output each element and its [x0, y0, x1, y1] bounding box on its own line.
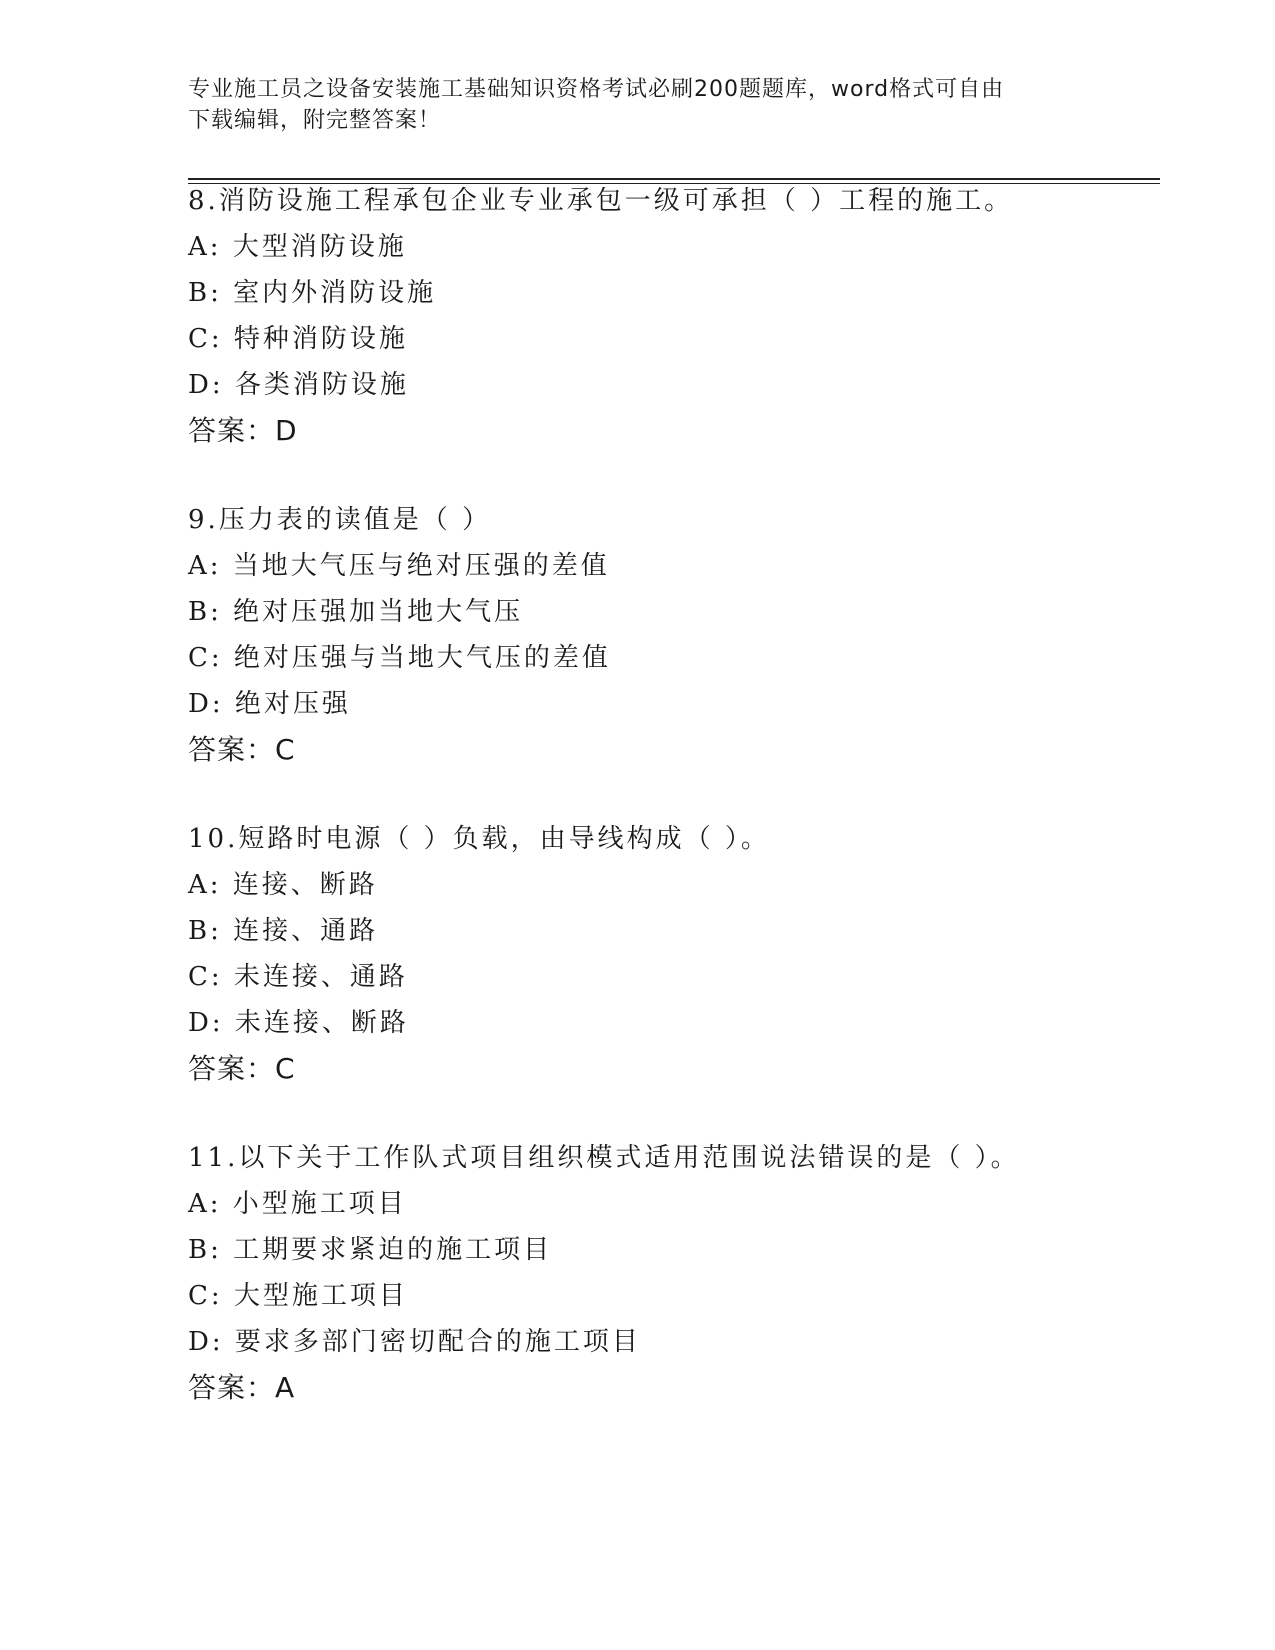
option-d: D: 要求多部门密切配合的施工项目: [188, 1327, 641, 1357]
question-11: [188, 1135, 1188, 1411]
question-text: 10.短路时电源（ ）负载，由导线构成（ ）。: [188, 824, 770, 854]
question-text: 8.消防设施工程承包企业专业承包一级可承担（ ）工程的施工。: [188, 186, 1014, 216]
answer: 答案：C: [188, 733, 296, 766]
answer: 答案：D: [188, 414, 298, 447]
option-d: D: 各类消防设施: [188, 370, 409, 400]
option-b: B: 连接、通路: [188, 916, 379, 946]
option-a: A: 当地大气压与绝对压强的差值: [188, 551, 610, 581]
option-d: D: 绝对压强: [188, 689, 351, 719]
option-c: C: 特种消防设施: [188, 324, 408, 354]
answer: 答案：C: [188, 1052, 296, 1085]
option-b: B: 绝对压强加当地大气压: [188, 597, 524, 627]
option-d: D: 未连接、断路: [188, 1008, 409, 1038]
header-line-2: 下载编辑，附完整答案！: [188, 108, 442, 133]
option-c: C: 未连接、通路: [188, 962, 408, 992]
option-c: C: 绝对压强与当地大气压的差值: [188, 643, 611, 673]
question-9: [188, 497, 1188, 773]
answer: 答案：A: [188, 1371, 296, 1404]
question-8: [188, 178, 1188, 454]
question-text: 9.压力表的读值是（ ）: [188, 505, 492, 535]
header-line-1: 专业施工员之设备安装施工基础知识资格考试必刷200题题库，word格式可自由: [188, 77, 1005, 102]
document-header: [188, 74, 1068, 136]
option-b: B: 工期要求紧迫的施工项目: [188, 1235, 553, 1265]
question-10: [188, 816, 1188, 1092]
option-a: A: 大型消防设施: [188, 232, 407, 262]
option-a: A: 小型施工项目: [188, 1189, 407, 1219]
question-text: 11.以下关于工作队式项目组织模式适用范围说法错误的是（ ）。: [188, 1143, 1020, 1173]
option-c: C: 大型施工项目: [188, 1281, 408, 1311]
option-a: A: 连接、断路: [188, 870, 378, 900]
option-b: B: 室内外消防设施: [188, 278, 437, 308]
